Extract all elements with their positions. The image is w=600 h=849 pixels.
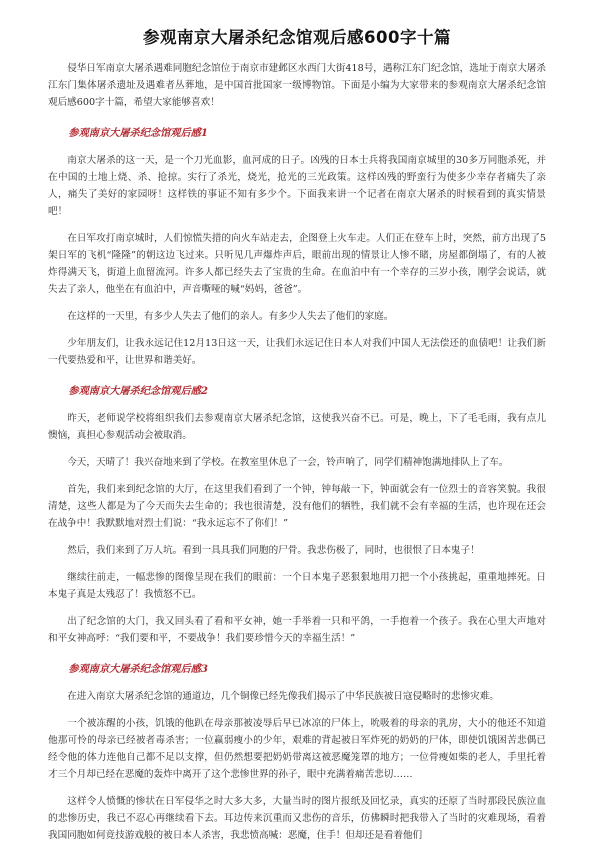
section-3-paragraph: 这样令人愤慨的惨状在日军侵华之时大多大多，大量当时的图片报纸及回忆录，真实的还原了当时那段民族泣血的悲惨历史，我已不忍心再继续看下去。耳边传来沉重而又悲伤的音乐，仿佛瞬时把我带入了当时的灾难现场，看着我国同胞如何竟技游戏般的被日本人杀害，我悲愤高喊：恶魔，住手！但却还是看着他们 xyxy=(48,796,546,841)
intro-paragraph: 侵华日军南京大屠杀遇难同胞纪念馆位于南京市建邺区水西门大街418号，遇称江东门纪念馆，选址于南京大屠杀江东门集体屠杀遗址及遇难者丛葬地，是中国首批国家一级博物馆。下面是小编为大家带来的参观南京大屠杀纪念馆观后感600字十篇，希望大家能够喜欢！ xyxy=(48,63,546,108)
section-3-paragraph: 在进入南京大屠杀纪念馆的通道边，几个铜像已经先像我们揭示了中华民族被日寇侵略时的悲惨灾难。 xyxy=(67,691,499,702)
section-3-paragraph: 一个被冻醒的小孩，饥饿的他趴在母亲那被凌辱后早已冰凉的尸体上，吮吸着的母亲的乳房，大小的他还不知道他那可怜的母亲已经被者毒杀害；一位赢弱瘦小的少年，艰难的背起被日军炸死的奶奶的尸体，即使饥饿困苦悲偶已经令他的体力连他自己都不足以支撑，但仍然想要把奶奶带离这被恶魔笼罩的地方；一位骨瘦如柴的老人，手里托着才三个月却已经在恶魔的轰炸中离开了这个悲惨世界的孙子，眼中充满着痛苦悲切…… xyxy=(48,718,546,780)
section-2-paragraph: 昨天，老师说学校将组织我们去参观南京大屠杀纪念馆，这使我兴奋不已。可是，晚上，下了毛毛雨，我有点儿懊恼，真担心参观活动会被取消。 xyxy=(48,413,546,441)
section-1-paragraph: 少年朋友们，让我永远记住12月13日这一天，让我们永远记住日本人对我们中国人无法偿还的血债吧！让我们新一代要热爱和平，让世界和谐美好。 xyxy=(48,338,546,366)
section-heading-2: 参观南京大屠杀纪念馆观后感2 xyxy=(68,385,208,397)
section-heading-3: 参观南京大屠杀纪念馆观后感3 xyxy=(68,663,208,675)
section-1-paragraph: 在日军攻打南京城时，人们惊慌失措的向火车站走去，企图登上火车走。人们正在登车上时，突然，前方出现了5架日军的飞机“隆隆”的朝这边飞过来。只听见几声爆炸声后，眼前出现的情景让人惨不睹，房屋都倒塌了，有的人被炸得满天飞，街道上血留流河。许多人都已经失去了宝贵的生命。在血泊中有一个幸存的三岁小孩，刚学会说话，就失去了亲人，他坐在有血泊中，声音嘶哑的喊“妈妈，爸爸”。 xyxy=(48,233,546,295)
section-2-paragraph: 然后，我们来到了万人坑。看到一具具我们同胞的尸骨。我悲伤极了，同时，也很恨了日本鬼子！ xyxy=(67,545,480,556)
section-1-paragraph: 南京大屠杀的这一天，是一个刀光血影，血河成的日子。凶残的日本士兵将我国南京城里的30多万同胞杀死，并在中国的土地上烧、杀、抢掠。实行了杀光，烧光，抢光的三光政策。这样凶残的野蛮行为使多少幸存者痛失了亲人，痛失了美好的家园呀！这样铁的事证不知有多少个。下面我来讲一个记者在南京大屠杀的时候看到的真实情景吧！ xyxy=(48,155,546,217)
section-2-paragraph: 继续往前走，一幅悲惨的图像呈现在我们的眼前：一个日本鬼子恶狠狠地用刀把一个小孩挑起，重重地摔死。日本鬼子真是太残忍了！我愤怒不已。 xyxy=(48,572,546,600)
section-2-paragraph: 今天，天晴了！我兴奋地来到了学校。在教室里休息了一会，铃声响了，同学们精神饱满地排队上了车。 xyxy=(67,457,509,468)
section-2-paragraph: 首先，我们来到纪念馆的大厅，在这里我们看到了一个钟，钟每敲一下，钟面就会有一位烈士的音容笑貌。我很清楚，这些人都是为了今天而失去生命的；我也很清楚，没有他们的牺牲，我们就不会有幸福的生活，也许现在还会在战争中！我默默地对烈士们说：“我永远忘不了你们！” xyxy=(48,484,546,529)
document-title: 参观南京大屠杀纪念馆观后感600字十篇 xyxy=(143,28,451,47)
section-2-paragraph: 出了纪念馆的大门，我又回头看了看和平女神，她一手举着一只和平鸽，一手抱着一个孩子。我在心里大声地对和平女神高呼：“我们要和平，不要战争！我们要珍惜今天的幸福生活！” xyxy=(48,616,546,644)
section-heading-1: 参观南京大屠杀纪念馆观后感1 xyxy=(68,127,208,139)
section-1-paragraph: 在这样的一天里，有多少人失去了他们的亲人。有多少人失去了他们的家庭。 xyxy=(67,311,394,322)
